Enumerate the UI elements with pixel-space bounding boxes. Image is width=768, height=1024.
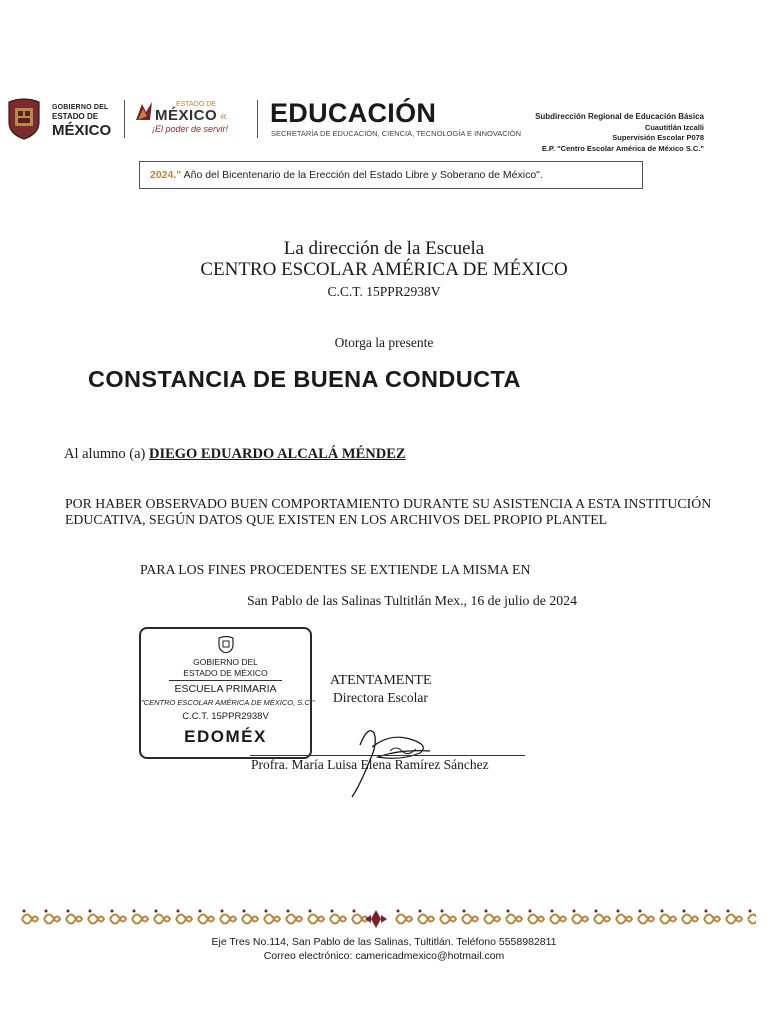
stamp-school-name: "CENTRO ESCOLAR AMÉRICA DE MÉXICO, S.C." [141,698,315,707]
ornament-swirl [550,915,566,924]
ornament-dot [67,910,70,913]
ornament-swirl [220,915,236,924]
stamp-cct: C.C.T. 15PPR2938V [182,711,269,722]
header-right-block [535,112,704,154]
school-name: CENTRO ESCOLAR AMÉRICA DE MÉXICO [200,259,568,280]
ornament-center-flower [365,910,387,928]
ornament-dot [441,910,444,913]
ornament-dot [573,910,576,913]
ornament-swirl [594,915,610,924]
ornament-swirl [330,915,346,924]
ornament-dot [331,910,334,913]
gobierno-large: MÉXICO [52,122,112,139]
ornament-swirl [572,915,588,924]
ornament-swirl [154,915,170,924]
ep-line: E.P. "Centro Escolar América de México S.C." [541,143,704,153]
edomex-star-icon [132,100,156,122]
stamp-edomex: EDOMÉX [184,727,267,746]
student-label: Al alumno (a) [64,446,149,462]
ornament-dot [265,910,268,913]
ornament-swirl [506,915,522,924]
footer-address: Eje Tres No.114, San Pablo de las Salinas, Tultitlán. Teléfono 5558982811 [211,936,557,948]
student-name: DIEGO EDUARDO ALCALÁ MÉNDEZ [148,446,406,462]
atentamente: ATENTAMENTE [330,673,432,688]
header-divider [124,100,125,138]
state-coat-of-arms-icon [6,96,42,140]
stamp-gobierno: GOBIERNO DEL [193,657,258,667]
stamp-coat-of-arms-icon [217,635,235,653]
ornament-dot [705,910,708,913]
ornament-swirl [704,915,720,924]
ornament-dot [661,910,664,913]
stamp-estado: ESTADO DE MÉXICO [183,668,268,678]
year-motto-box [139,161,643,189]
ornament-swirl [110,915,126,924]
ornament-dot [23,910,26,913]
ornament-swirl [726,915,742,924]
header-divider-2 [257,100,258,138]
ornament-swirl [616,915,632,924]
ornament-swirl [132,915,148,924]
educacion-title: EDUCACIÓN [270,98,437,128]
ornament-dot [551,910,554,913]
ornament-dot [397,910,400,913]
document-title: CONSTANCIA DE BUENA CONDUCTA [88,366,521,392]
ornament-dot [639,910,642,913]
ornament-swirl [242,915,258,924]
year-motto-year: 2024." [150,169,182,181]
ornament-swirl [264,915,280,924]
place-and-date: San Pablo de las Salinas Tultitlán Mex., 16 de julio de 2024 [247,593,577,608]
ornament-dot [309,910,312,913]
gobierno-small: GOBIERNO DEL [52,104,109,111]
ornament-dot [419,910,422,913]
ornament-dot [89,910,92,913]
ornament-dot [199,910,202,913]
stamp-rule [169,680,282,681]
ornament-swirl [198,915,214,924]
signer-title: Directora Escolar [333,690,428,705]
ornament-dot [683,910,686,913]
cuautitlan-line: Cuautitlán Izcalli [644,122,704,132]
gobierno-edomex-logo-text [52,104,111,138]
school-cct: C.C.T. 15PPR2938V [327,284,441,299]
footer-email: Correo electrónico: camericadmexico@hotmail.com [263,950,505,962]
ornament-dot [287,910,290,913]
ornament-swirl [66,915,82,924]
ornament-swirl [660,915,676,924]
ornament-dot [177,910,180,913]
ornament-dot [45,910,48,913]
ornament-dot [111,910,114,913]
ornament-dot [595,910,598,913]
edomex-tagline: ¡El poder de servir! [152,124,229,134]
signature-line [250,755,525,756]
gobierno-mid: ESTADO DE [52,112,99,121]
ornament-swirl [22,915,38,924]
ornament-dot [243,910,246,913]
supervision-line: Supervisión Escolar P078 [612,133,704,142]
ornament-swirl [682,915,698,924]
decorative-border [14,905,756,933]
year-motto-text: Año del Bicentenario de la Erección del Estado Libre y Soberano de México". [181,169,543,181]
ornament-dot [463,910,466,913]
ornament-swirl [484,915,500,924]
otorga-text: Otorga la presente [334,335,434,350]
school-stamp [139,627,315,759]
ornament-swirl [528,915,544,924]
educacion-subtitle: SECRETARÍA DE EDUCACIÓN, CIENCIA, TECNOLOGÍA E INNOVACIÓN [271,129,522,138]
ornament-dot [727,910,730,913]
ornament-dot [221,910,224,913]
ornament-swirl [418,915,434,924]
fines-text: PARA LOS FINES PROCEDENTES SE EXTIENDE LA MISMA EN [140,562,531,577]
ornament-dot [133,910,136,913]
ornament-dot [507,910,510,913]
ornament-swirl [462,915,478,924]
school-line-1: La dirección de la Escuela [283,238,485,259]
ornament-swirl [396,915,412,924]
ornament-dot [155,910,158,913]
signer-name: Profra. María Luisa Elena Ramírez Sánchez [251,757,489,772]
ornament-swirl [88,915,104,924]
stamp-escuela: ESCUELA PRIMARIA [174,683,277,695]
ornament-swirl [308,915,324,924]
ornament-dot [617,910,620,913]
edomex-mexico: MÉXICO [155,107,218,124]
student-line [64,446,406,463]
ornament-dot [485,910,488,913]
ornament-dot [353,910,356,913]
ornament-swirl [748,915,756,924]
handwritten-signature [330,705,450,800]
ornament-dot [749,910,752,913]
subdireccion-line: Subdirección Regional de Educación Básica [535,112,704,121]
ornament-dot [529,910,532,913]
ornament-swirl [176,915,192,924]
ornament-swirl [44,915,60,924]
conduct-paragraph: POR HABER OBSERVADO BUEN COMPORTAMIENTO DURANTE SU ASISTENCIA A ESTA INSTITUCIÓN EDUCATIVA, SEGÚN DATOS QUE EXISTEN EN LOS ARCHIVOS DEL PROPIO PLANTEL [65,496,712,527]
ornament-swirl [638,915,654,924]
ornament-swirl [286,915,302,924]
ornament-swirl [440,915,456,924]
edomex-swirl-icon: « [220,109,227,123]
edomex-estado-de: ESTADO DE [176,101,216,108]
